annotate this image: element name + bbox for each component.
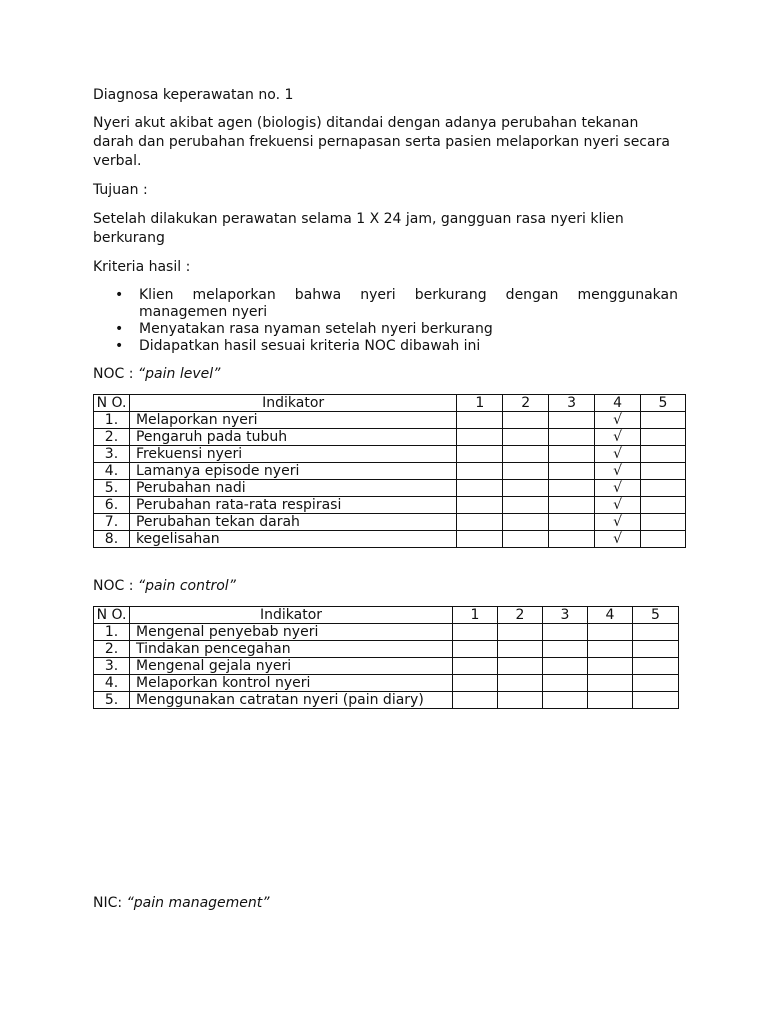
- row-no: 6.: [94, 497, 130, 514]
- noc-prefix: NOC :: [93, 366, 138, 382]
- score-cell: [453, 624, 498, 641]
- noc-pain-level-label: [93, 365, 678, 384]
- header-score-3: 3: [543, 607, 588, 624]
- score-cell: [641, 514, 686, 531]
- row-indikator: kegelisahan: [129, 531, 456, 548]
- header-indikator: Indikator: [129, 395, 456, 412]
- noc-name: “pain level”: [137, 366, 221, 382]
- score-cell: [633, 641, 679, 658]
- table-row: [94, 624, 679, 641]
- row-no: 7.: [94, 514, 130, 531]
- score-cell: [457, 497, 503, 514]
- score-cell: [498, 692, 543, 709]
- table-row: [94, 692, 679, 709]
- check-mark-icon: √: [595, 497, 641, 514]
- row-indikator: Melaporkan kontrol nyeri: [130, 675, 453, 692]
- score-cell: [588, 624, 633, 641]
- bullet-icon: •: [115, 287, 124, 303]
- score-cell: [549, 412, 595, 429]
- score-cell: [503, 531, 549, 548]
- score-cell: [453, 675, 498, 692]
- header-score-1: 1: [453, 607, 498, 624]
- bullet-icon: •: [115, 338, 124, 354]
- row-no: 2.: [94, 429, 130, 446]
- table-header-row: [94, 607, 679, 624]
- row-no: 3.: [94, 446, 130, 463]
- row-indikator: Perubahan nadi: [129, 480, 456, 497]
- criteria-item: [115, 338, 678, 355]
- diagnosis-statement: Nyeri akut akibat agen (biologis) ditandai dengan adanya perubahan tekanan darah dan perubahan frekuensi pernapasan serta pasien melaporkan nyeri secara verbal.: [93, 115, 670, 169]
- score-cell: [453, 692, 498, 709]
- score-cell: [498, 624, 543, 641]
- score-cell: [503, 463, 549, 480]
- score-cell: [641, 463, 686, 480]
- row-no: 3.: [94, 658, 130, 675]
- row-indikator: Tindakan pencegahan: [130, 641, 453, 658]
- table-header-row: [94, 395, 686, 412]
- row-no: 4.: [94, 675, 130, 692]
- row-no: 8.: [94, 531, 130, 548]
- score-cell: [543, 692, 588, 709]
- score-cell: [503, 480, 549, 497]
- nic-pain-management-label: [93, 894, 270, 913]
- table-row: [94, 675, 679, 692]
- score-cell: [457, 446, 503, 463]
- score-cell: [498, 658, 543, 675]
- score-cell: [633, 624, 679, 641]
- score-cell: [549, 480, 595, 497]
- score-cell: [503, 497, 549, 514]
- score-cell: [549, 514, 595, 531]
- table-row: [94, 412, 686, 429]
- score-cell: [453, 641, 498, 658]
- score-cell: [498, 641, 543, 658]
- noc-pain-control-table: [93, 606, 679, 709]
- table-row: [94, 480, 686, 497]
- score-cell: [457, 480, 503, 497]
- score-cell: [457, 514, 503, 531]
- header-score-2: 2: [503, 395, 549, 412]
- score-cell: [641, 531, 686, 548]
- score-cell: [588, 641, 633, 658]
- noc-name: “pain control”: [137, 578, 236, 594]
- table-row: [94, 446, 686, 463]
- score-cell: [549, 531, 595, 548]
- row-indikator: Mengenal penyebab nyeri: [130, 624, 453, 641]
- score-cell: [641, 446, 686, 463]
- table-row: [94, 531, 686, 548]
- check-mark-icon: √: [595, 531, 641, 548]
- score-cell: [549, 429, 595, 446]
- row-indikator: Menggunakan catratan nyeri (pain diary): [130, 692, 453, 709]
- row-indikator: Perubahan tekan darah: [129, 514, 456, 531]
- criteria-item: [115, 287, 678, 321]
- score-cell: [549, 446, 595, 463]
- score-cell: [588, 675, 633, 692]
- table-row: [94, 497, 686, 514]
- criteria-item: [115, 321, 678, 338]
- score-cell: [503, 412, 549, 429]
- table-row: [94, 429, 686, 446]
- check-mark-icon: √: [595, 514, 641, 531]
- score-cell: [641, 480, 686, 497]
- goal-text: Setelah dilakukan perawatan selama 1 X 24 jam, gangguan rasa nyeri klien berkurang: [93, 211, 624, 246]
- noc-pain-control-label: [93, 577, 678, 596]
- score-cell: [543, 658, 588, 675]
- header-score-5: 5: [633, 607, 679, 624]
- row-no: 2.: [94, 641, 130, 658]
- row-indikator: Pengaruh pada tubuh: [129, 429, 456, 446]
- check-mark-icon: √: [595, 446, 641, 463]
- row-no: 4.: [94, 463, 130, 480]
- table-row: [94, 463, 686, 480]
- header-no: N O.: [94, 395, 130, 412]
- check-mark-icon: √: [595, 463, 641, 480]
- table-row: [94, 514, 686, 531]
- header-score-1: 1: [457, 395, 503, 412]
- score-cell: [503, 514, 549, 531]
- goal-label: Tujuan :: [93, 182, 148, 198]
- document-body: [93, 86, 678, 709]
- score-cell: [453, 658, 498, 675]
- score-cell: [503, 446, 549, 463]
- nic-name: “pain management”: [126, 895, 270, 911]
- noc-pain-level-table: [93, 394, 686, 548]
- row-no: 5.: [94, 480, 130, 497]
- criteria-label: Kriteria hasil :: [93, 259, 191, 275]
- check-mark-icon: √: [595, 412, 641, 429]
- score-cell: [457, 412, 503, 429]
- score-cell: [457, 429, 503, 446]
- criteria-text: Menyatakan rasa nyaman setelah nyeri berkurang: [139, 321, 493, 337]
- check-mark-icon: √: [595, 480, 641, 497]
- header-score-3: 3: [549, 395, 595, 412]
- row-indikator: Perubahan rata-rata respirasi: [129, 497, 456, 514]
- diagnosis-title: Diagnosa keperawatan no. 1: [93, 87, 294, 103]
- row-indikator: Mengenal gejala nyeri: [130, 658, 453, 675]
- score-cell: [549, 497, 595, 514]
- score-cell: [457, 531, 503, 548]
- score-cell: [641, 429, 686, 446]
- score-cell: [588, 692, 633, 709]
- header-score-4: 4: [595, 395, 641, 412]
- score-cell: [633, 658, 679, 675]
- header-indikator: Indikator: [130, 607, 453, 624]
- score-cell: [633, 675, 679, 692]
- row-no: 1.: [94, 624, 130, 641]
- score-cell: [503, 429, 549, 446]
- check-mark-icon: √: [595, 429, 641, 446]
- header-no: N O.: [94, 607, 130, 624]
- header-score-4: 4: [588, 607, 633, 624]
- header-score-5: 5: [641, 395, 686, 412]
- row-no: 5.: [94, 692, 130, 709]
- row-indikator: Melaporkan nyeri: [129, 412, 456, 429]
- score-cell: [457, 463, 503, 480]
- criteria-text: Klien melaporkan bahwa nyeri berkurang dengan menggunakan managemen nyeri: [139, 287, 678, 320]
- score-cell: [641, 497, 686, 514]
- nic-prefix: NIC:: [93, 895, 127, 911]
- table-row: [94, 641, 679, 658]
- score-cell: [633, 692, 679, 709]
- score-cell: [543, 641, 588, 658]
- score-cell: [498, 675, 543, 692]
- table-row: [94, 658, 679, 675]
- score-cell: [588, 658, 633, 675]
- bullet-icon: •: [115, 321, 124, 337]
- row-indikator: Lamanya episode nyeri: [129, 463, 456, 480]
- row-no: 1.: [94, 412, 130, 429]
- score-cell: [549, 463, 595, 480]
- score-cell: [641, 412, 686, 429]
- criteria-text: Didapatkan hasil sesuai kriteria NOC dibawah ini: [139, 338, 481, 354]
- noc-prefix: NOC :: [93, 578, 138, 594]
- criteria-list: [93, 287, 678, 355]
- row-indikator: Frekuensi nyeri: [129, 446, 456, 463]
- header-score-2: 2: [498, 607, 543, 624]
- score-cell: [543, 675, 588, 692]
- score-cell: [543, 624, 588, 641]
